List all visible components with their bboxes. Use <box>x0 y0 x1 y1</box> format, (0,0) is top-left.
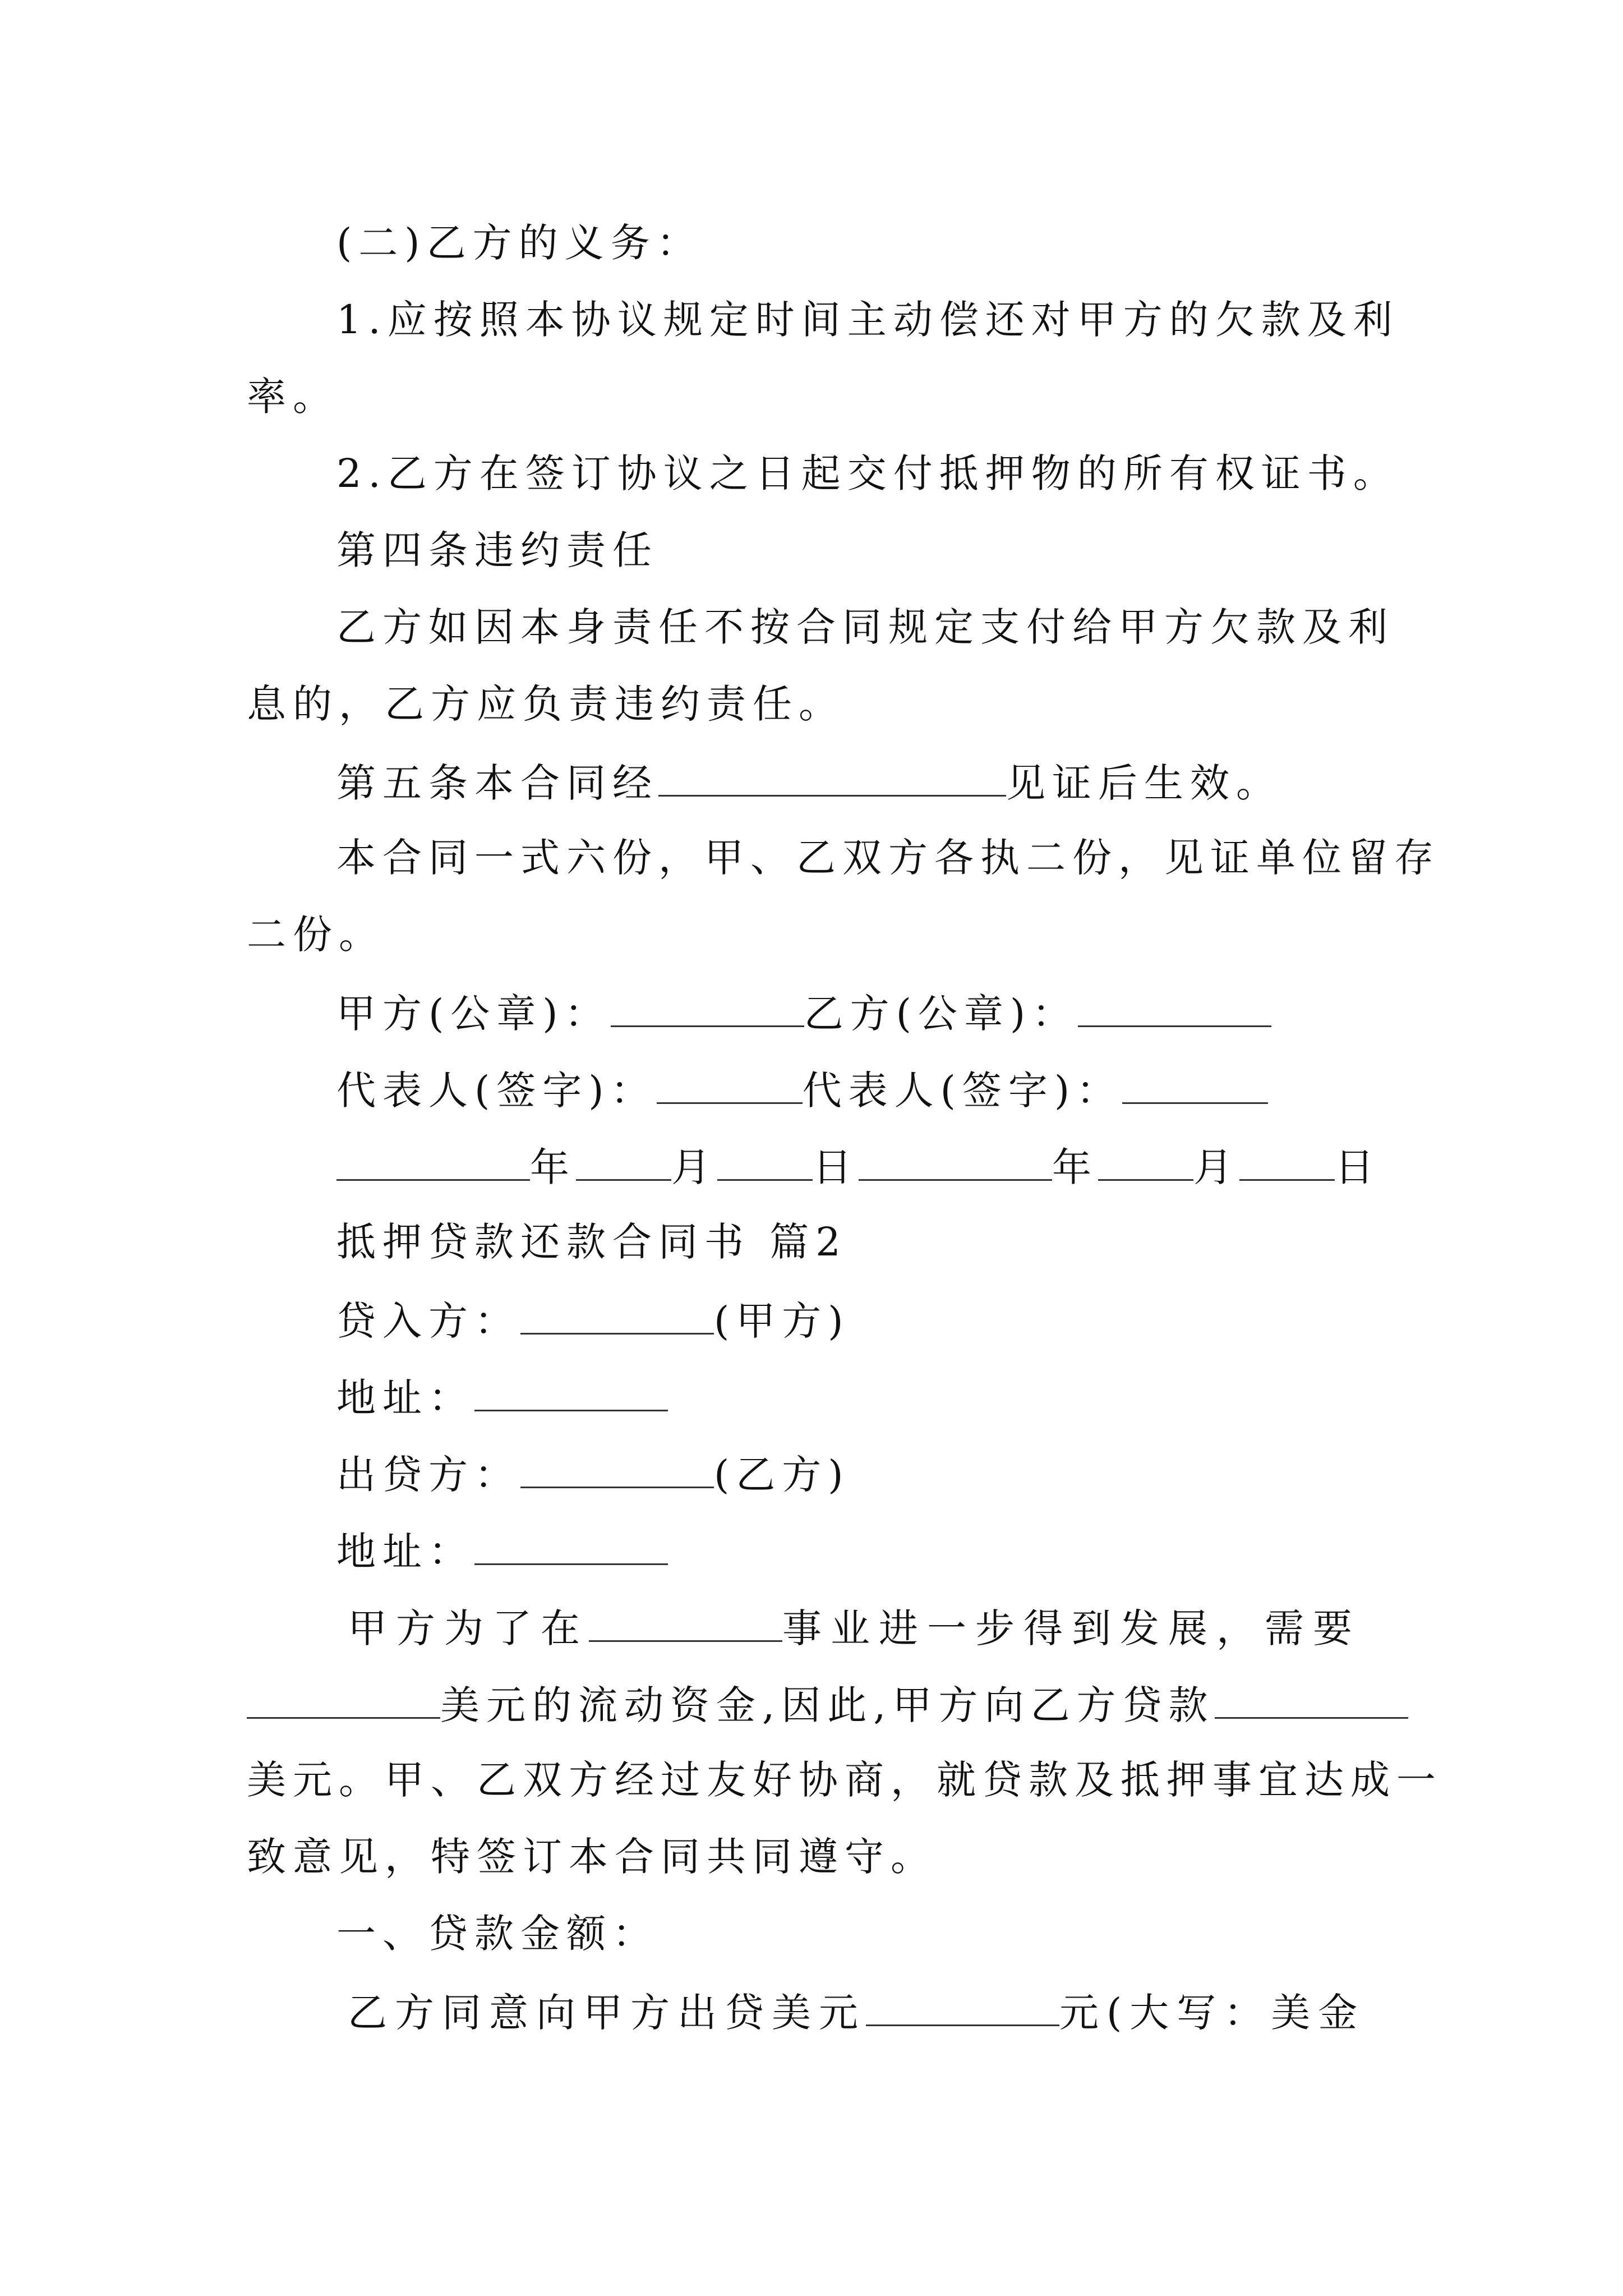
paragraph-line: 二份。 <box>247 912 385 958</box>
address-label: 地址： <box>336 1375 474 1421</box>
blank-line <box>1078 992 1271 1027</box>
paragraph-line: 息的，乙方应负责违约责任。 <box>247 681 845 727</box>
lender-label: 出贷方： <box>336 1452 520 1498</box>
paragraph-line: 致意见，特签订本合同共同遵守。 <box>247 1834 937 1880</box>
text-fragment: 第五条本合同经 <box>336 760 658 806</box>
text-fragment: 事业进一步得到发展，需要 <box>782 1605 1361 1651</box>
year-label: 年 <box>530 1144 576 1190</box>
paragraph-line: 本合同一式六份，甲、乙双方各执二份，见证单位留存 <box>336 835 1440 881</box>
blank-line <box>576 1145 671 1181</box>
blank-line <box>247 1683 440 1719</box>
paragraph-line: 美元。甲、乙双方经过友好协商，就贷款及抵押事宜达成一 <box>247 1757 1442 1803</box>
paragraph-line <box>348 1990 1366 2036</box>
section-heading: (二)乙方的义务： <box>336 220 703 266</box>
text-fragment: (乙方) <box>714 1452 850 1498</box>
blank-line <box>474 1530 668 1565</box>
representative-b-label: 代表人(签字)： <box>802 1068 1123 1114</box>
representative-a-label: 代表人(签字)： <box>336 1068 657 1114</box>
text-fragment: (甲方) <box>714 1298 850 1344</box>
blank-line <box>520 1299 714 1335</box>
blank-line <box>859 1145 1052 1181</box>
text-fragment: 元(大写：美金 <box>1059 1990 1366 2036</box>
paragraph-line: 乙方如因本身责任不按合同规定支付给甲方欠款及利 <box>336 604 1394 650</box>
blank-line <box>1239 1145 1335 1181</box>
borrower-label: 贷入方： <box>336 1298 520 1344</box>
blank-line <box>520 1453 714 1488</box>
field-line <box>336 1298 850 1344</box>
month-label: 月 <box>1193 1144 1239 1190</box>
signature-line <box>336 991 1271 1037</box>
paragraph-line <box>247 1682 1408 1728</box>
party-b-seal-label: 乙方(公章)： <box>804 991 1078 1037</box>
blank-line <box>589 1607 782 1642</box>
field-line <box>336 1529 668 1575</box>
signature-line <box>336 1068 1268 1114</box>
party-a-seal-label: 甲方(公章)： <box>336 991 611 1037</box>
text-fragment: 美元的流动资金,因此,甲方向乙方贷款 <box>440 1682 1215 1728</box>
day-label: 日 <box>813 1144 859 1190</box>
paragraph-line <box>336 760 1282 806</box>
blank-line <box>1098 1145 1193 1181</box>
blank-line <box>1215 1683 1408 1719</box>
document-title: 抵押贷款还款合同书 篇2 <box>336 1219 847 1265</box>
paragraph-line: 1.应按照本协议规定时间主动偿还对甲方的欠款及利 <box>336 297 1399 343</box>
month-label: 月 <box>671 1144 717 1190</box>
text-fragment: 甲方为了在 <box>348 1605 589 1651</box>
blank-line <box>611 992 804 1027</box>
paragraph-line: 2.乙方在签订协议之日起交付抵押物的所有权证书。 <box>336 450 1399 496</box>
blank-line <box>657 1069 803 1104</box>
field-line <box>336 1452 850 1498</box>
blank-line <box>658 761 1006 797</box>
day-label: 日 <box>1335 1144 1381 1190</box>
blank-line <box>336 1145 530 1181</box>
year-label: 年 <box>1052 1144 1098 1190</box>
blank-line <box>866 1991 1059 2026</box>
address-label: 地址： <box>336 1529 474 1575</box>
blank-line <box>717 1145 813 1181</box>
section-heading: 一、贷款金额： <box>336 1911 658 1957</box>
date-line <box>336 1144 1381 1190</box>
field-line <box>336 1375 668 1421</box>
article-heading: 第四条违约责任 <box>336 527 658 573</box>
blank-line <box>474 1376 668 1411</box>
text-fragment: 乙方同意向甲方出贷美元 <box>348 1990 866 2036</box>
paragraph-line <box>348 1605 1361 1651</box>
paragraph-line: 率。 <box>247 374 339 420</box>
text-fragment: 见证后生效。 <box>1006 760 1282 806</box>
blank-line <box>1122 1069 1268 1104</box>
